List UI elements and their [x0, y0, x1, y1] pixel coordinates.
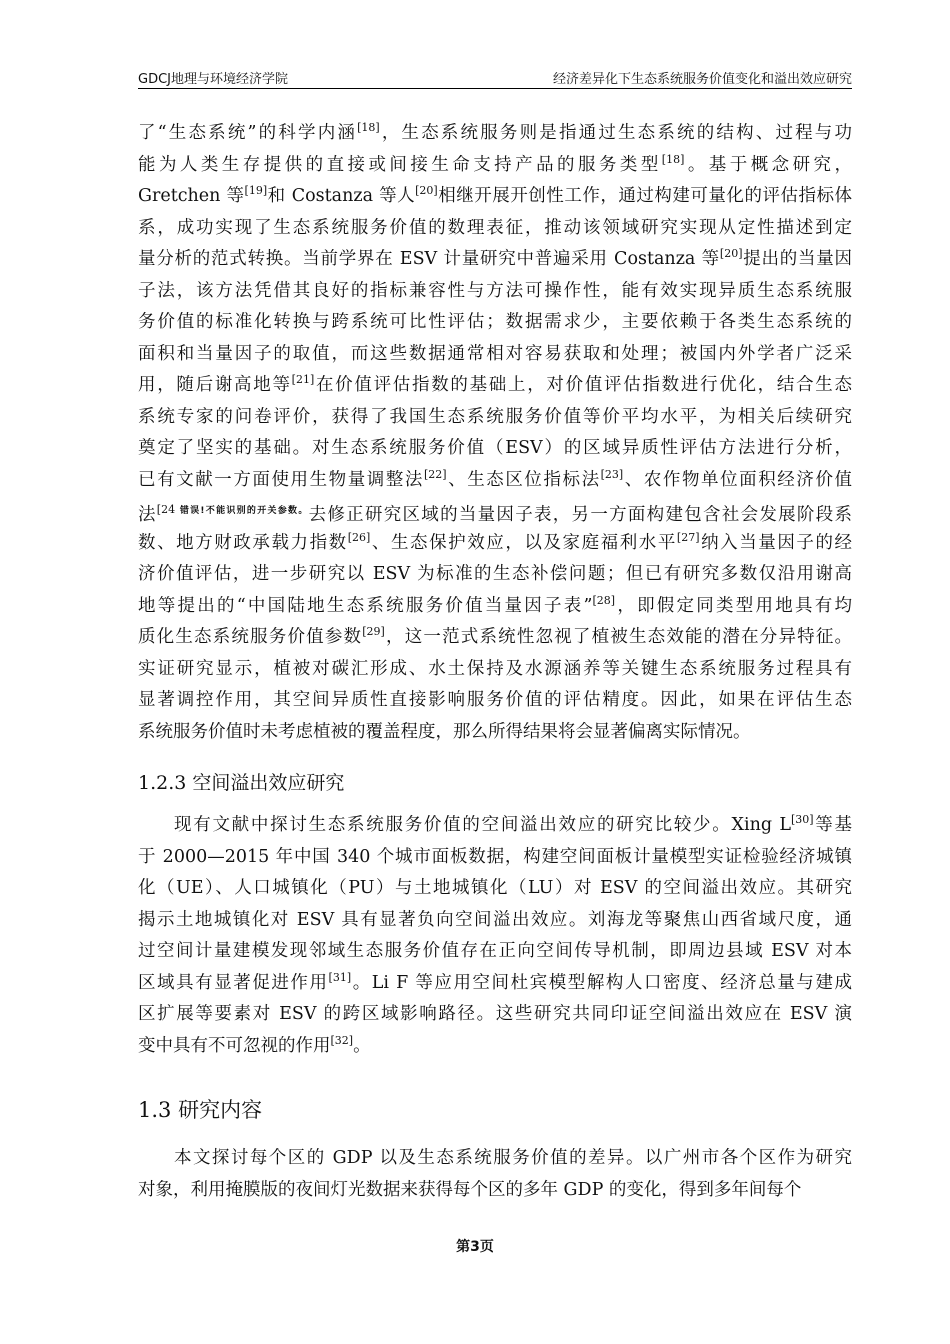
- citation-ref: [29]: [362, 625, 385, 639]
- text-run: 本文探讨每个区的 GDP 以及生态系统服务价值的差异。以广州市各个区作为研究: [174, 1148, 852, 1168]
- text-line: [138, 810, 852, 842]
- running-header: [138, 66, 852, 89]
- text-line: [138, 181, 852, 213]
- text-line: [138, 528, 852, 560]
- citation-ref: [18]: [357, 121, 380, 135]
- text-run: 、生态保护效应，以及家庭福利水平: [370, 532, 677, 553]
- text-run: 系统服务价值时未考虑植被的覆盖程度，那么所得结果将会显著偏离实际情况。: [138, 721, 751, 742]
- text-line: [138, 244, 852, 276]
- header-institution: GDCJ地理与环境经济学院: [138, 72, 288, 87]
- text-line: [138, 968, 852, 1000]
- text-run: 务价值的标准化转换与跨系统可比性评估；数据需求少，主要依赖于各类生态系统的: [138, 312, 852, 332]
- text-line: [138, 465, 852, 497]
- text-line: [138, 654, 852, 686]
- text-run: 量分析的范式转换。当前学界在 ESV 计量研究中普遍采用 Costanza 等: [138, 249, 720, 269]
- citation-ref: [32]: [330, 1033, 354, 1047]
- text-line: [138, 213, 852, 245]
- text-run: 用，随后谢高地等: [138, 375, 292, 395]
- paragraph-spatial-spillover: [138, 810, 852, 1062]
- text-run: 了“生态系统”的科学内涵: [138, 123, 358, 143]
- citation-ref: [28]: [592, 593, 616, 607]
- text-line: [138, 402, 852, 434]
- text-line: [138, 873, 852, 905]
- text-run: 、生态区位指标法: [446, 469, 601, 490]
- paragraph-research-content: [138, 1143, 852, 1206]
- text-line: [138, 339, 852, 371]
- text-run: 相继开展开创性工作，通过构建可量化的评估指标体: [437, 186, 852, 206]
- text-run: 区域具有显著促进作用: [138, 972, 329, 993]
- page-number: 第3页: [456, 1239, 494, 1255]
- text-line: [138, 842, 852, 874]
- text-line: [138, 496, 852, 528]
- text-line: [138, 370, 852, 402]
- text-line: [138, 622, 852, 654]
- citation-ref: [22]: [423, 467, 447, 481]
- text-run: 变中具有不可忽视的作用: [138, 1035, 331, 1056]
- citation-ref: [24: [156, 503, 180, 516]
- text-line: [138, 150, 852, 182]
- header-paper-title: 经济差异化下生态系统服务价值变化和溢出效应研究: [552, 72, 852, 87]
- text-run: 、农作物单位面积经济价值: [623, 469, 852, 490]
- text-line: [138, 999, 852, 1031]
- citation-ref: [20]: [719, 247, 743, 261]
- text-run: 奠定了坚实的基础。对生态系统服务价值（ESV）的区域异质性评估方法进行分析，: [138, 438, 852, 458]
- text-line: [138, 685, 852, 717]
- text-run: 。基于概念研究，: [684, 154, 852, 175]
- text-line: [138, 1175, 852, 1207]
- text-run: ，即假定同类型用地具有均: [615, 595, 852, 616]
- text-run: 提出的当量因: [742, 249, 852, 269]
- text-run: 系统专家的问卷评价，获得了我国生态系统服务价值等价平均水平，为相关后续研究: [138, 406, 852, 427]
- text-line: [138, 276, 852, 308]
- section-heading-1-2-3: 1.2.3 空间溢出效应研究: [138, 772, 345, 794]
- citation-ref: [26]: [347, 530, 371, 544]
- text-run: 地等提出的“中国陆地生态系统服务价值当量因子表”: [138, 595, 593, 616]
- citation-ref: [30]: [790, 813, 814, 827]
- text-line: [138, 307, 852, 339]
- text-run: ，生态系统服务则是指通过生态系统的结构、过程与功: [379, 123, 852, 143]
- text-line: [138, 1031, 852, 1063]
- text-line: [138, 591, 852, 623]
- citation-ref: [19]: [244, 184, 268, 198]
- text-run: 现有文献中探讨生态系统服务价值的空间溢出效应的研究比较少。Xing L: [174, 815, 791, 835]
- text-run: 纳入当量因子的经: [699, 532, 852, 553]
- text-run: ，这一范式系统性忽视了植被生态效能的潜在分异特征。: [384, 627, 852, 647]
- text-run: 去修正研究区域的当量因子表，另一方面构建包含社会发展阶段系: [308, 504, 852, 525]
- text-run: 和 Costanza 等人: [267, 186, 416, 206]
- field-error-text: 错误!不能识别的开关参数。: [179, 506, 309, 516]
- text-run: 面积和当量因子的取值，而这些数据通常相对容易获取和处理；被国内外学者广泛采: [138, 343, 852, 364]
- citation-ref: [20]: [415, 184, 438, 198]
- citation-ref: [23]: [600, 467, 624, 481]
- text-run: 过空间计量建模发现邻域生态服务价值存在正向空间传导机制，即周边县域 ESV 对本: [138, 941, 852, 961]
- text-run: 区扩展等要素对 ESV 的跨区域影响路径。这些研究共同印证空间溢出效应在 ESV 演: [138, 1004, 852, 1024]
- text-run: 于 2000—2015 年中国 340 个城市面板数据，构建空间面板计量模型实证检验经济城镇: [138, 846, 852, 867]
- text-line: [138, 936, 852, 968]
- text-run: 已有文献一方面使用生物量调整法: [138, 469, 424, 490]
- text-line: [138, 559, 852, 591]
- text-run: 化（UE）、人口城镇化（PU）与土地城镇化（LU）对 ESV 的空间溢出效应。其研究: [138, 878, 852, 898]
- text-line: [138, 717, 852, 749]
- text-run: 实证研究显示，植被对碳汇形成、水土保持及水源涵养等关键生态系统服务过程具有: [138, 658, 852, 679]
- text-run: 揭示土地城镇化对 ESV 具有显著负向空间溢出效应。刘海龙等聚焦山西省域尺度，通: [138, 909, 852, 930]
- paragraph-literature-review: [138, 118, 852, 748]
- text-run: 质化生态系统服务价值参数: [138, 627, 363, 647]
- text-line: [138, 905, 852, 937]
- text-run: 济价值评估，进一步研究以 ESV 为标准的生态补偿问题；但已有研究多数仅沿用谢高: [138, 564, 852, 584]
- text-run: 能为人类生存提供的直接或间接生命支持产品的服务类型: [138, 154, 662, 175]
- citation-ref: [27]: [676, 530, 700, 544]
- citation-ref: [21]: [291, 373, 315, 387]
- citation-ref: [31]: [328, 970, 352, 984]
- text-run: 。: [353, 1035, 371, 1056]
- text-run: 系，成功实现了生态系统服务价值的数理表征，推动该领域研究实现从定性描述到定: [138, 217, 852, 238]
- text-run: 显著调控作用，其空间异质性直接影响服务价值的评估精度。因此，如果在评估生态: [138, 690, 852, 710]
- text-line: [138, 118, 852, 150]
- text-run: 数、地方财政承载力指数: [138, 532, 348, 553]
- text-run: 对象，利用掩膜版的夜间灯光数据来获得每个区的多年 GDP 的变化，得到多年间每个: [138, 1179, 802, 1200]
- text-line: [138, 1143, 852, 1175]
- section-heading-1-3: 1.3 研究内容: [138, 1098, 263, 1122]
- citation-ref: [18]: [661, 152, 685, 166]
- text-run: Gretchen 等: [138, 186, 245, 206]
- text-run: 子法，该方法凭借其良好的指标兼容性与方法可操作性，能有效实现异质生态系统服: [138, 280, 852, 301]
- text-run: 法: [138, 504, 157, 525]
- text-line: [138, 433, 852, 465]
- text-run: 。Li F 等应用空间杜宾模型解构人口密度、经济总量与建成: [351, 972, 852, 993]
- text-run: 在价值评估指数的基础上，对价值评估指数进行优化，结合生态: [314, 375, 852, 395]
- text-run: 等基: [813, 815, 852, 835]
